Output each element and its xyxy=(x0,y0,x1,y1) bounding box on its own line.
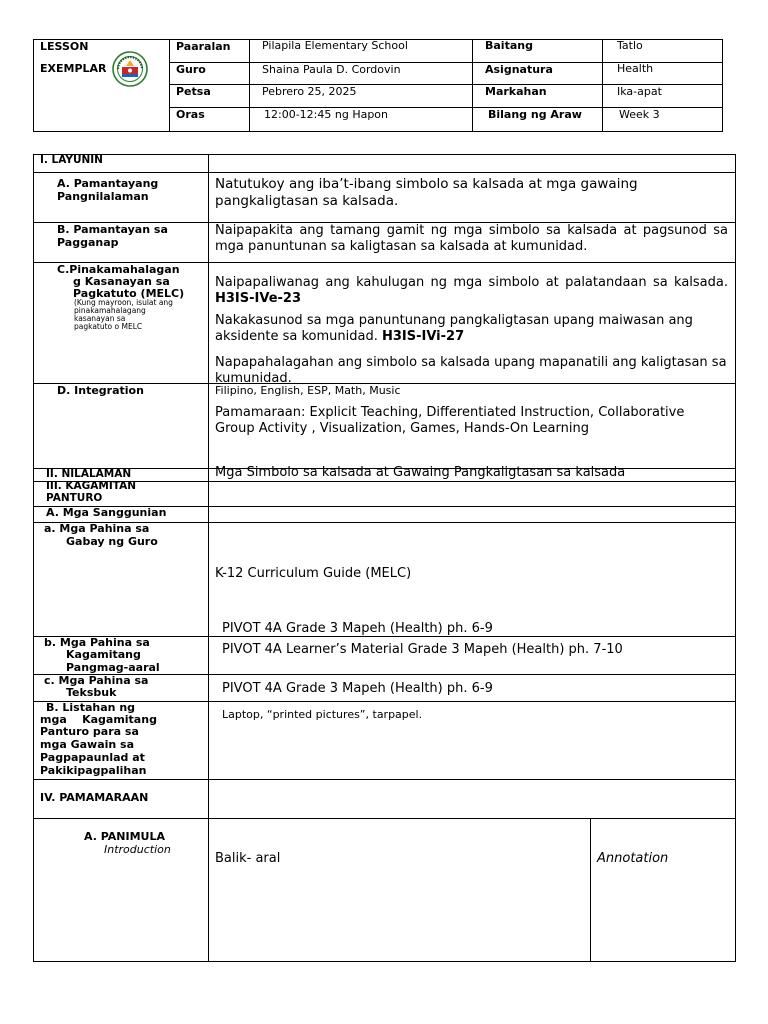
guro-label: Guro xyxy=(176,63,206,76)
kagamitan-title: PANTURO xyxy=(46,492,103,504)
petsa-label: Petsa xyxy=(176,85,211,98)
melc-note: pinakamahalagang xyxy=(74,306,146,315)
teksbuk-label: c. Mga Pahina sa xyxy=(44,674,149,687)
markahan-value: Ika-apat xyxy=(617,85,662,98)
pamantayan-sa-pagganap-text: Naipapakita ang tamang gamit ng mga simbolo sa kalsada at pagsunod sa mga panuntunan sa kaligtasan sa kalsada at kumunidad. xyxy=(215,223,728,254)
header-divider xyxy=(249,39,250,132)
asignatura-value: Health xyxy=(617,62,654,75)
melc-note: (Kung mayroon, isulat ang xyxy=(74,298,173,307)
melc-note: kasanayan sa xyxy=(74,314,126,323)
melc-label: g Kasanayan sa xyxy=(73,275,170,288)
pamamaraan-title: IV. PAMAMARAAN xyxy=(40,791,149,804)
pamantayang-pangnilalaman-label: Pangnilalaman xyxy=(57,190,149,203)
panimula-label: A. PANIMULA xyxy=(84,830,165,843)
row-divider xyxy=(33,818,736,819)
introduction-label: Introduction xyxy=(104,843,171,856)
pamantayan-sa-pagganap-label: B. Pamantayan sa xyxy=(57,223,168,236)
nilalaman-title: II. NILALAMAN xyxy=(46,468,132,480)
melc-label: C.Pinakamahalagan xyxy=(57,263,180,276)
oras-label: Oras xyxy=(176,108,205,121)
gabay-ng-guro-label: Gabay ng Guro xyxy=(66,535,158,548)
markahan-label: Markahan xyxy=(485,85,547,98)
curriculum-guide-text: K-12 Curriculum Guide (MELC) xyxy=(215,566,412,581)
layunin-title: I. LAYUNIN xyxy=(40,154,103,166)
annotation-column-divider xyxy=(590,818,591,962)
pivot-guide-text: PIVOT 4A Grade 3 Mapeh (Health) ph. 6-9 xyxy=(222,621,493,636)
main-column-divider xyxy=(208,154,209,962)
melc-objective-2 xyxy=(215,313,728,344)
melc-objective-1 xyxy=(215,275,728,306)
melc-objective-3: Napapahalagahan ang simbolo sa kalsada upang mapanatili ang kaligtasan sa kumunidad. xyxy=(215,355,727,386)
listahan-label: mga Kagamitang xyxy=(40,713,157,726)
kagamitang-pangmag-aaral-label: Pangmag-aaral xyxy=(66,661,160,674)
row-divider xyxy=(33,701,736,702)
bilang-ng-araw-label: Bilang ng Araw xyxy=(488,108,582,121)
row-divider xyxy=(33,779,736,780)
pamantayang-pangnilalaman-label: A. Pamantayang xyxy=(57,177,159,190)
bilang-ng-araw-value: Week 3 xyxy=(619,108,660,121)
listahan-label: Pakikipagpalihan xyxy=(40,764,147,777)
petsa-value: Pebrero 25, 2025 xyxy=(262,85,357,98)
teksbuk-text: PIVOT 4A Grade 3 Mapeh (Health) ph. 6-9 xyxy=(222,681,493,696)
listahan-label: mga Gawain sa xyxy=(40,738,135,751)
balik-aral-text: Balik- aral xyxy=(215,851,281,866)
listahan-label: Pagpapaunlad at xyxy=(40,751,145,764)
kagamitang-pangmag-aaral-label: Kagamitang xyxy=(66,648,141,661)
melc-note: pagkatuto o MELC xyxy=(74,322,143,331)
paaralan-label: Paaralan xyxy=(176,40,231,53)
pamantayan-sa-pagganap-label: Pagganap xyxy=(57,236,119,249)
row-divider xyxy=(33,481,736,482)
listahan-label: B. Listahan ng xyxy=(46,701,136,714)
paaralan-value: Pilapila Elementary School xyxy=(262,39,408,52)
row-divider xyxy=(33,172,736,173)
melc-objective-1-text: Naipapaliwanag ang kahulugan ng mga simbolo at palatandaan sa kalsada. xyxy=(215,275,728,290)
integration-label: D. Integration xyxy=(57,384,144,397)
school-seal-icon xyxy=(112,51,148,87)
melc-code-1: H3IS-IVe-23 xyxy=(215,290,302,306)
teksbuk-label: Teksbuk xyxy=(66,686,117,699)
asignatura-label: Asignatura xyxy=(485,63,553,76)
melc-label: Pagkatuto (MELC) xyxy=(73,287,185,300)
learners-material-text: PIVOT 4A Learner’s Material Grade 3 Mapeh (Health) ph. 7-10 xyxy=(222,642,623,657)
oras-value: 12:00-12:45 ng Hapon xyxy=(264,108,389,121)
nilalaman-text: Mga Simbolo sa kalsada at Gawaing Pangkaligtasan sa kalsada xyxy=(215,465,626,480)
sanggunian-label: A. Mga Sanggunian xyxy=(46,506,167,519)
baitang-value: Tatlo xyxy=(617,39,643,52)
integration-subjects: Filipino, English, ESP, Math, Music xyxy=(215,384,401,397)
header-divider xyxy=(602,39,603,132)
header-divider xyxy=(472,39,473,132)
lesson-label: LESSON xyxy=(40,40,89,53)
baitang-label: Baitang xyxy=(485,39,533,52)
guro-value: Shaina Paula D. Cordovin xyxy=(262,63,401,76)
pamantayang-pangnilalaman-text: Natutukoy ang iba’t-ibang simbolo sa kalsada at mga gawaing pangkaligtasan sa kalsada. xyxy=(215,176,638,209)
kagamitan-title: III. KAGAMITAN xyxy=(46,480,136,492)
integration-text: Pamamaraan: Explicit Teaching, Differentiated Instruction, Collaborative Group Activity , Visualization, Games, Hands-On Learning xyxy=(215,405,685,436)
melc-code-2: H3IS-IVi-27 xyxy=(381,328,465,344)
kagamitang-pangmag-aaral-label: b. Mga Pahina sa xyxy=(44,636,150,649)
listahan-label: Panturo para sa xyxy=(40,725,139,738)
exemplar-label: EXEMPLAR xyxy=(40,62,107,75)
annotation-label: Annotation xyxy=(597,851,669,866)
kagamitan-list-text: Laptop, “printed pictures”, tarpapel. xyxy=(222,708,423,721)
header-divider xyxy=(169,39,170,132)
gabay-ng-guro-label: a. Mga Pahina sa xyxy=(44,522,150,535)
melc-objective-2-text: Nakakasunod sa mga panuntunang pangkaligtasan upang maiwasan ang aksidente sa komunidad. xyxy=(215,313,693,344)
